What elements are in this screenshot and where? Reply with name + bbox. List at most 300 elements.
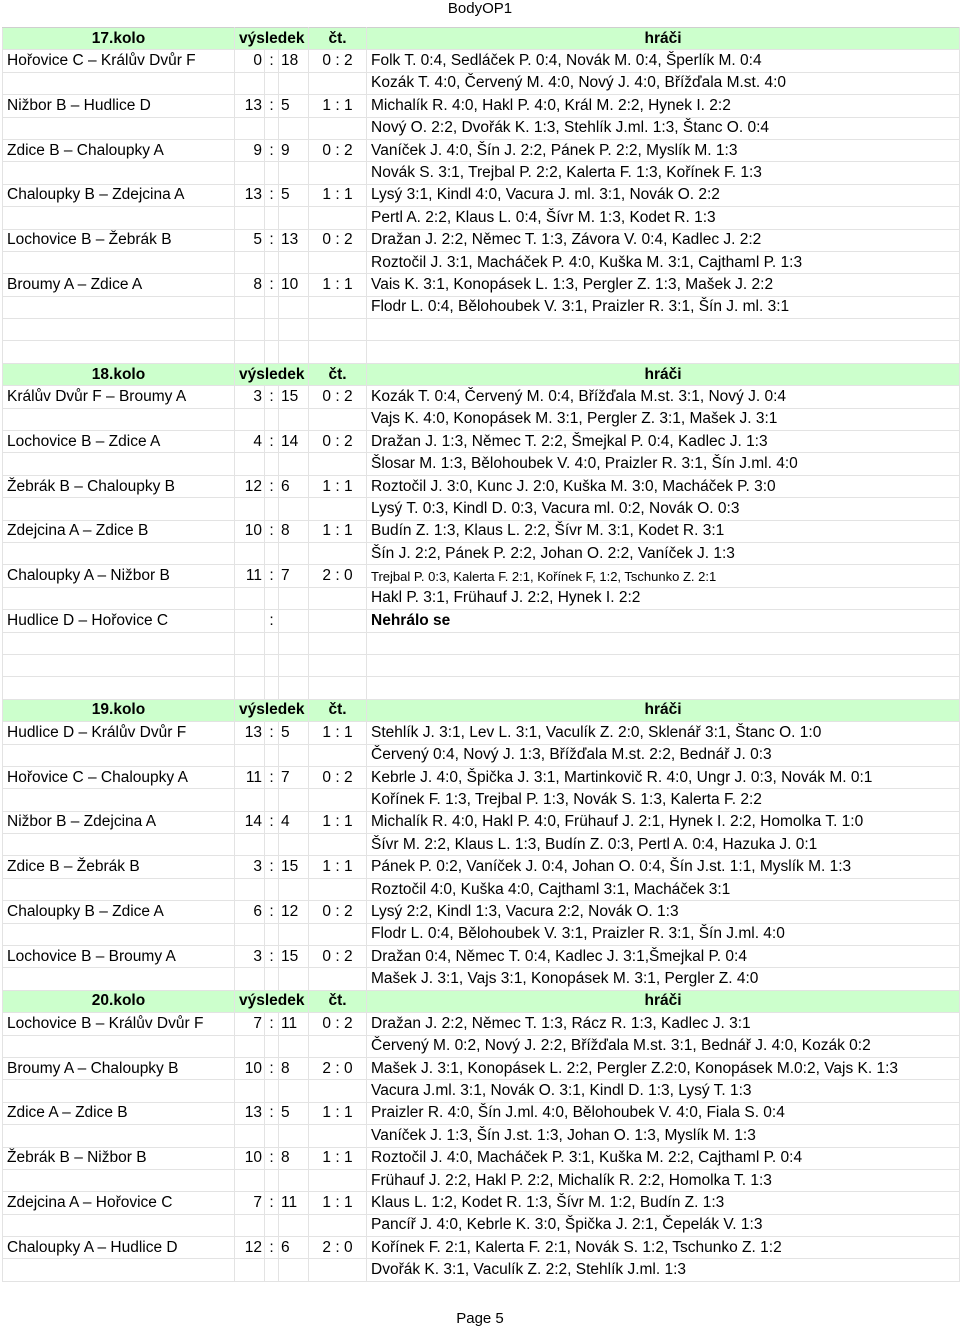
empty-cell: [309, 744, 367, 766]
spacer-row: [3, 632, 960, 654]
empty-cell: [265, 72, 279, 94]
match-teams: Hořovice C – Králův Dvůr F: [3, 50, 235, 72]
empty-cell: [3, 677, 235, 699]
empty-cell: [3, 453, 235, 475]
match-teams: Zdice A – Zdice B: [3, 1102, 235, 1124]
players-row: [3, 117, 960, 139]
home-score: 3: [235, 386, 265, 408]
empty-cell: [265, 1259, 279, 1281]
score-separator: :: [265, 1057, 279, 1079]
empty-cell: [235, 207, 265, 229]
players-line: Šlosar M. 1:3, Bělohoubek V. 4:0, Praizler R. 3:1, Šín J.ml. 4:0: [367, 453, 960, 475]
empty-cell: [265, 453, 279, 475]
empty-cell: [309, 587, 367, 609]
players-line: Červený M. 0:2, Nový J. 2:2, Břížďala M.st. 3:1, Bednář J. 4:0, Kozák 0:2: [367, 1035, 960, 1057]
match-teams: Králův Dvůr F – Broumy A: [3, 386, 235, 408]
match-teams: Zdejcina A – Hořovice C: [3, 1192, 235, 1214]
empty-cell: [309, 1169, 367, 1191]
players-line: Praizler R. 4:0, Šín J.ml. 4:0, Bělohoubek V. 4:0, Fiala S. 0:4: [367, 1102, 960, 1124]
empty-cell: [265, 542, 279, 564]
empty-cell: [265, 1080, 279, 1102]
ct-score: 0 : 2: [309, 431, 367, 453]
result-header: výsledek: [235, 990, 309, 1012]
match-row: [3, 1057, 960, 1079]
empty-cell: [235, 542, 265, 564]
players-row: [3, 1214, 960, 1236]
empty-cell: [3, 408, 235, 430]
empty-cell: [3, 587, 235, 609]
empty-cell: [3, 341, 235, 363]
spacer-row: [3, 319, 960, 341]
score-separator: :: [265, 475, 279, 497]
empty-cell: [3, 117, 235, 139]
away-score: 5: [279, 722, 309, 744]
score-separator: :: [265, 1102, 279, 1124]
score-separator: :: [265, 766, 279, 788]
ct-header: čt.: [309, 699, 367, 721]
empty-cell: [279, 968, 309, 990]
players-line: Kozák T. 0:4, Červený M. 0:4, Břížďala M.st. 3:1, Nový J. 0:4: [367, 386, 960, 408]
round-header: [3, 363, 960, 385]
match-row: [3, 386, 960, 408]
empty-cell: [367, 654, 960, 676]
empty-cell: [235, 923, 265, 945]
home-score: 11: [235, 565, 265, 587]
empty-cell: [279, 878, 309, 900]
score-separator: :: [265, 386, 279, 408]
results-table: [2, 27, 960, 1282]
away-score: 5: [279, 1102, 309, 1124]
empty-cell: [265, 654, 279, 676]
score-separator: :: [265, 274, 279, 296]
players-row: [3, 587, 960, 609]
empty-cell: [265, 632, 279, 654]
ct-score: 1 : 1: [309, 95, 367, 117]
players-line: Kořínek F. 1:3, Trejbal P. 1:3, Novák S. 1:3, Kalerta F. 2:2: [367, 789, 960, 811]
ct-score: 1 : 1: [309, 722, 367, 744]
players-line: Roztočil J. 3:0, Kunc J. 2:0, Kuška M. 3:0, Macháček P. 3:0: [367, 475, 960, 497]
score-separator: :: [265, 1013, 279, 1035]
empty-cell: [279, 453, 309, 475]
home-score: 10: [235, 1057, 265, 1079]
players-line: Folk T. 0:4, Sedláček P. 0:4, Novák M. 0:4, Šperlík M. 0:4: [367, 50, 960, 72]
empty-cell: [309, 319, 367, 341]
result-header: výsledek: [235, 699, 309, 721]
ct-score: 1 : 1: [309, 475, 367, 497]
match-teams: Zdice B – Chaloupky A: [3, 139, 235, 161]
players-line: Dvořák K. 3:1, Vaculík Z. 2:2, Stehlík J.ml. 1:3: [367, 1259, 960, 1281]
empty-cell: [265, 162, 279, 184]
ct-score: 1 : 1: [309, 1192, 367, 1214]
spacer-row: [3, 677, 960, 699]
players-header: hráči: [367, 699, 960, 721]
players-header: hráči: [367, 363, 960, 385]
home-score: 10: [235, 520, 265, 542]
empty-cell: [279, 117, 309, 139]
empty-cell: [3, 207, 235, 229]
empty-cell: [309, 677, 367, 699]
empty-cell: [3, 923, 235, 945]
match-row: [3, 184, 960, 206]
empty-cell: [265, 408, 279, 430]
match-teams: Zdice B – Žebrák B: [3, 856, 235, 878]
ct-score: 1 : 1: [309, 811, 367, 833]
players-line: Trejbal P. 0:3, Kalerta F. 2:1, Kořínek F, 1:2, Tschunko Z. 2:1: [367, 565, 960, 587]
players-line: Michalík R. 4:0, Hakl P. 4:0, Král M. 2:2, Hynek I. 2:2: [367, 95, 960, 117]
empty-cell: [279, 162, 309, 184]
players-line: Šívr M. 2:2, Klaus L. 1:3, Budín Z. 0:3, Pertl A. 0:4, Hazuka J. 0:1: [367, 834, 960, 856]
match-teams: Zdejcina A – Zdice B: [3, 520, 235, 542]
empty-cell: [235, 1035, 265, 1057]
match-row: [3, 722, 960, 744]
match-teams: Lochovice B – Zdice A: [3, 431, 235, 453]
empty-cell: [3, 498, 235, 520]
empty-cell: [309, 408, 367, 430]
empty-cell: [235, 319, 265, 341]
empty-cell: [265, 744, 279, 766]
away-score: 9: [279, 139, 309, 161]
empty-cell: [279, 744, 309, 766]
score-separator: :: [265, 1237, 279, 1259]
away-score: 4: [279, 811, 309, 833]
players-line: Vaníček J. 1:3, Šín J.st. 1:3, Johan O. 1:3, Myslík M. 1:3: [367, 1125, 960, 1147]
players-line: Nový O. 2:2, Dvořák K. 1:3, Stehlík J.ml. 1:3, Štanc O. 0:4: [367, 117, 960, 139]
empty-cell: [3, 1080, 235, 1102]
players-line: Šín J. 2:2, Pánek P. 2:2, Johan O. 2:2, Vaníček J. 1:3: [367, 542, 960, 564]
players-row: [3, 72, 960, 94]
players-row: [3, 1125, 960, 1147]
empty-cell: [235, 834, 265, 856]
match-row: [3, 50, 960, 72]
players-line: Kozák T. 4:0, Červený M. 4:0, Nový J. 4:0, Břížďala M.st. 4:0: [367, 72, 960, 94]
empty-cell: [3, 1214, 235, 1236]
empty-cell: [3, 542, 235, 564]
empty-cell: [367, 677, 960, 699]
players-line: Stehlík J. 3:1, Lev L. 3:1, Vaculík Z. 2:0, Sklenář 3:1, Štanc O. 1:0: [367, 722, 960, 744]
empty-cell: [3, 1259, 235, 1281]
empty-cell: [279, 923, 309, 945]
away-score: 12: [279, 901, 309, 923]
empty-cell: [309, 453, 367, 475]
home-score: 6: [235, 901, 265, 923]
empty-cell: [309, 878, 367, 900]
ct-score: 2 : 0: [309, 565, 367, 587]
players-line: Klaus L. 1:2, Kodet R. 1:3, Šívr M. 1:2, Budín Z. 1:3: [367, 1192, 960, 1214]
players-line: Roztočil J. 4:0, Macháček P. 3:1, Kuška M. 2:2, Cajthaml P. 0:4: [367, 1147, 960, 1169]
players-line: Michalík R. 4:0, Hakl P. 4:0, Frühauf J. 2:1, Hynek I. 2:2, Homolka T. 1:0: [367, 811, 960, 833]
ct-score: 1 : 1: [309, 520, 367, 542]
ct-score: 0 : 2: [309, 229, 367, 251]
home-score: 13: [235, 722, 265, 744]
empty-cell: [279, 319, 309, 341]
empty-cell: [235, 632, 265, 654]
empty-cell: [265, 498, 279, 520]
ct-score: 2 : 0: [309, 1057, 367, 1079]
empty-cell: [265, 677, 279, 699]
match-teams: Lochovice B – Králův Dvůr F: [3, 1013, 235, 1035]
players-line: Lysý 2:2, Kindl 1:3, Vacura 2:2, Novák O. 1:3: [367, 901, 960, 923]
empty-cell: [265, 587, 279, 609]
away-score: 6: [279, 475, 309, 497]
home-score: 5: [235, 229, 265, 251]
empty-cell: [367, 341, 960, 363]
players-row: [3, 408, 960, 430]
empty-cell: [235, 296, 265, 318]
empty-cell: [235, 1214, 265, 1236]
empty-cell: [309, 341, 367, 363]
empty-cell: [309, 1080, 367, 1102]
home-score: 11: [235, 766, 265, 788]
away-score: 11: [279, 1192, 309, 1214]
match-row: [3, 139, 960, 161]
players-line: Červený 0:4, Nový J. 1:3, Břížďala M.st. 2:2, Bednář J. 0:3: [367, 744, 960, 766]
match-teams: Hudlice D – Králův Dvůr F: [3, 722, 235, 744]
empty-cell: [279, 1080, 309, 1102]
empty-cell: [309, 1035, 367, 1057]
ct-score: 0 : 2: [309, 766, 367, 788]
score-separator: :: [265, 946, 279, 968]
match-row: [3, 1192, 960, 1214]
empty-cell: [235, 789, 265, 811]
spacer-row: [3, 341, 960, 363]
home-score: 10: [235, 1147, 265, 1169]
away-score: 15: [279, 856, 309, 878]
players-line: Vaníček J. 4:0, Šín J. 2:2, Pánek P. 2:2, Myslík M. 1:3: [367, 139, 960, 161]
home-score: 12: [235, 1237, 265, 1259]
ct-score: 0 : 2: [309, 139, 367, 161]
players-row: [3, 1169, 960, 1191]
empty-cell: [3, 834, 235, 856]
players-line: Roztočil 4:0, Kuška 4:0, Cajthaml 3:1, Macháček 3:1: [367, 878, 960, 900]
away-score: 8: [279, 1057, 309, 1079]
empty-cell: [235, 677, 265, 699]
match-teams: Nižbor B – Zdejcina A: [3, 811, 235, 833]
empty-cell: [3, 1035, 235, 1057]
round-header: [3, 699, 960, 721]
players-header: hráči: [367, 28, 960, 50]
empty-cell: [265, 789, 279, 811]
away-score: 14: [279, 431, 309, 453]
players-row: [3, 878, 960, 900]
score-separator: :: [265, 229, 279, 251]
empty-cell: [3, 878, 235, 900]
empty-cell: [3, 1169, 235, 1191]
players-row: [3, 1080, 960, 1102]
score-separator: :: [265, 95, 279, 117]
match-row: [3, 95, 960, 117]
empty-cell: [235, 654, 265, 676]
home-score: 3: [235, 856, 265, 878]
score-separator: :: [265, 901, 279, 923]
players-header: hráči: [367, 990, 960, 1012]
empty-cell: [3, 1125, 235, 1147]
ct-score: 1 : 1: [309, 1147, 367, 1169]
away-score: 15: [279, 946, 309, 968]
players-row: [3, 542, 960, 564]
empty-cell: [367, 632, 960, 654]
away-score: 8: [279, 1147, 309, 1169]
empty-cell: [235, 341, 265, 363]
empty-cell: [279, 587, 309, 609]
players-row: [3, 251, 960, 273]
players-line: Roztočil J. 3:1, Macháček P. 4:0, Kuška M. 3:1, Cajthaml P. 1:3: [367, 251, 960, 273]
players-line: Pertl A. 2:2, Klaus L. 0:4, Šívr M. 1:3, Kodet R. 1:3: [367, 207, 960, 229]
score-separator: :: [265, 431, 279, 453]
empty-cell: [235, 117, 265, 139]
empty-cell: [309, 251, 367, 273]
home-score: 12: [235, 475, 265, 497]
score-separator: :: [265, 184, 279, 206]
score-separator: :: [265, 610, 279, 632]
players-line: Nehrálo se: [367, 610, 960, 632]
empty-cell: [279, 498, 309, 520]
players-line: Novák S. 3:1, Trejbal P. 2:2, Kalerta F. 1:3, Kořínek F. 1:3: [367, 162, 960, 184]
match-teams: Chaloupky A – Hudlice D: [3, 1237, 235, 1259]
score-separator: :: [265, 565, 279, 587]
match-teams: Hudlice D – Hořovice C: [3, 610, 235, 632]
players-line: Kebrle J. 4:0, Špička J. 3:1, Martinkovič R. 4:0, Ungr J. 0:3, Novák M. 0:1: [367, 766, 960, 788]
empty-cell: [235, 453, 265, 475]
empty-cell: [3, 72, 235, 94]
ct-score: 1 : 1: [309, 856, 367, 878]
players-row: [3, 162, 960, 184]
players-row: [3, 296, 960, 318]
home-score: 7: [235, 1192, 265, 1214]
players-line: Dražan J. 2:2, Němec T. 1:3, Závora V. 0:4, Kadlec J. 2:2: [367, 229, 960, 251]
score-separator: :: [265, 722, 279, 744]
players-line: Budín Z. 1:3, Klaus L. 2:2, Šívr M. 3:1, Kodet R. 3:1: [367, 520, 960, 542]
match-row: [3, 610, 960, 632]
score-separator: :: [265, 1147, 279, 1169]
home-score: 0: [235, 50, 265, 72]
match-row: [3, 520, 960, 542]
match-row: [3, 946, 960, 968]
match-teams: Chaloupky B – Zdice A: [3, 901, 235, 923]
match-row: [3, 901, 960, 923]
ct-header: čt.: [309, 28, 367, 50]
result-header: výsledek: [235, 28, 309, 50]
match-row: [3, 565, 960, 587]
empty-cell: [265, 878, 279, 900]
page-number: Page 5: [456, 1310, 504, 1327]
players-line: Lysý T. 0:3, Kindl D. 0:3, Vacura ml. 0:2, Novák O. 0:3: [367, 498, 960, 520]
match-row: [3, 1102, 960, 1124]
players-line: Pánek P. 0:2, Vaníček J. 0:4, Johan O. 0:4, Šín J.st. 1:1, Myslík M. 1:3: [367, 856, 960, 878]
ct-score: 0 : 2: [309, 386, 367, 408]
round-label: 18.kolo: [3, 363, 235, 385]
match-row: [3, 1147, 960, 1169]
empty-cell: [265, 1169, 279, 1191]
players-line: Flodr L. 0:4, Bělohoubek V. 3:1, Praizler R. 3:1, Šín J.ml. 4:0: [367, 923, 960, 945]
empty-cell: [279, 632, 309, 654]
empty-cell: [279, 834, 309, 856]
empty-cell: [309, 117, 367, 139]
empty-cell: [265, 319, 279, 341]
empty-cell: [309, 542, 367, 564]
match-row: [3, 856, 960, 878]
empty-cell: [235, 1080, 265, 1102]
empty-cell: [279, 1125, 309, 1147]
away-score: 8: [279, 520, 309, 542]
away-score: 13: [279, 229, 309, 251]
empty-cell: [279, 341, 309, 363]
empty-cell: [265, 341, 279, 363]
empty-cell: [279, 296, 309, 318]
players-row: [3, 968, 960, 990]
empty-cell: [279, 677, 309, 699]
empty-cell: [265, 117, 279, 139]
score-separator: :: [265, 1192, 279, 1214]
empty-cell: [3, 632, 235, 654]
empty-cell: [309, 296, 367, 318]
empty-cell: [235, 1169, 265, 1191]
empty-cell: [3, 251, 235, 273]
empty-cell: [309, 498, 367, 520]
document-title: BodyOP1: [447, 0, 513, 17]
empty-cell: [309, 923, 367, 945]
empty-cell: [235, 72, 265, 94]
match-teams: Žebrák B – Nižbor B: [3, 1147, 235, 1169]
empty-cell: [3, 319, 235, 341]
away-score: 5: [279, 95, 309, 117]
match-teams: Hořovice C – Chaloupky A: [3, 766, 235, 788]
empty-cell: [279, 789, 309, 811]
empty-cell: [279, 1169, 309, 1191]
round-header: [3, 28, 960, 50]
empty-cell: [235, 1125, 265, 1147]
empty-cell: [265, 1125, 279, 1147]
match-row: [3, 811, 960, 833]
ct-score: 0 : 2: [309, 946, 367, 968]
empty-cell: [235, 968, 265, 990]
empty-cell: [309, 654, 367, 676]
empty-cell: [235, 1259, 265, 1281]
round-label: 19.kolo: [3, 699, 235, 721]
players-line: Hakl P. 3:1, Frühauf J. 2:2, Hynek I. 2:2: [367, 587, 960, 609]
home-score: 13: [235, 184, 265, 206]
empty-cell: [235, 587, 265, 609]
players-line: Pancíř J. 4:0, Kebrle K. 3:0, Špička J. 2:1, Čepelák V. 1:3: [367, 1214, 960, 1236]
ct-score: 1 : 1: [309, 184, 367, 206]
match-teams: Nižbor B – Hudlice D: [3, 95, 235, 117]
empty-cell: [265, 207, 279, 229]
empty-cell: [309, 207, 367, 229]
empty-cell: [235, 408, 265, 430]
match-teams: Žebrák B – Chaloupky B: [3, 475, 235, 497]
empty-cell: [309, 1125, 367, 1147]
empty-cell: [309, 789, 367, 811]
empty-cell: [309, 1259, 367, 1281]
players-row: [3, 923, 960, 945]
players-row: [3, 1259, 960, 1281]
result-header: výsledek: [235, 363, 309, 385]
empty-cell: [367, 319, 960, 341]
match-teams: Lochovice B – Žebrák B: [3, 229, 235, 251]
empty-cell: [235, 498, 265, 520]
home-score: 8: [235, 274, 265, 296]
empty-cell: [279, 654, 309, 676]
empty-cell: [279, 251, 309, 273]
round-header: [3, 990, 960, 1012]
players-row: [3, 789, 960, 811]
empty-cell: [309, 834, 367, 856]
home-score: 3: [235, 946, 265, 968]
score-separator: :: [265, 811, 279, 833]
players-line: Lysý 3:1, Kindl 4:0, Vacura J. ml. 3:1, Novák O. 2:2: [367, 184, 960, 206]
empty-cell: [3, 744, 235, 766]
match-row: [3, 475, 960, 497]
away-score: 6: [279, 1237, 309, 1259]
